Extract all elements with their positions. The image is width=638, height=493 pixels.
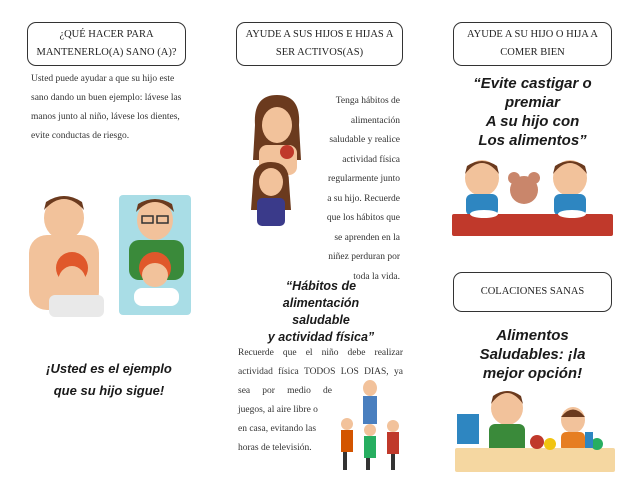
panel2-body-line: niñez perduran por [328, 252, 400, 262]
panel2-body [300, 92, 400, 287]
panel2-header [236, 22, 403, 66]
panel2-quote-line: saludable [292, 313, 350, 327]
panel1-body [31, 70, 191, 146]
kids-playing-illustration [335, 378, 405, 473]
panel2-bottom-line: actividad física TODOS LOS DIAS, ya [238, 367, 403, 377]
family-washing-illustration [24, 190, 194, 320]
panel2-bottom-line: horas de televisión. [238, 443, 312, 453]
panel1-slogan [24, 358, 194, 402]
panel2-quote [236, 278, 406, 346]
panel2-header-line2: SER ACTIVOS(AS) [275, 47, 364, 58]
panel2-body-line: saludable y realice [329, 135, 400, 145]
panel3-header-line1: AYUDE A SU HIJO O HIJA A [467, 29, 598, 40]
panel2-body-line: toda la vida. [353, 271, 400, 282]
panel3-quote-line: premiar [504, 94, 561, 111]
panel2-bottom-line: Recuerde que el niño debe realizar [238, 348, 403, 358]
panel3-header-line2: COMER BIEN [500, 47, 565, 58]
panel2-body-line: a su hijo. Recuerde [327, 193, 400, 204]
panel1-body-line: Usted puede ayudar a que su hijo este [31, 74, 175, 84]
panel3-quote-line: “Evite castigar o [473, 75, 592, 92]
panel1-slogan-line1: ¡Usted es el ejemplo [46, 361, 172, 376]
panel2-bottom-line: en casa, evitando las [238, 424, 317, 434]
panel3-quote-line: Los alimentos” [478, 132, 587, 149]
panel2-body-line: Tenga hábitos de [335, 96, 400, 106]
panel1-slogan-line2: que su hijo sigue! [53, 383, 165, 398]
panel3-slogan [450, 326, 615, 383]
panel2-body-line: alimentación [350, 115, 400, 126]
panel3-slogan-line: Alimentos [496, 327, 569, 344]
panel3-quote-line: A su hijo con [485, 113, 580, 130]
panel2-bottom-line: juegos, al aire libre o [238, 405, 318, 415]
panel2-body-line: regularmente junto [327, 174, 400, 184]
healthy-snack-illustration [455, 384, 615, 474]
panel3-slogan-line: Saludables: ¡la [479, 346, 586, 363]
panel2-quote-line: y actividad física” [267, 330, 375, 344]
panel3-slogan-line: mejor opción! [482, 365, 583, 382]
panel1-header-line1: ¿QUÉ HACER PARA [59, 29, 154, 40]
panel1-body-line: sano dando un buen ejemplo: lávese las [31, 93, 182, 103]
panel1-body-line: manos junto al niño, lávese los dientes, [31, 112, 180, 122]
panel2-body-line: actividad física [342, 154, 400, 165]
panel2-header-line1: AYUDE A SUS HIJOS E HIJAS A [245, 29, 394, 40]
children-eating-illustration [450, 148, 615, 238]
panel1-header [27, 22, 186, 66]
panel3-header [453, 22, 612, 66]
panel2-quote-line: “Hábitos de [285, 279, 357, 293]
panel2-body-line: se aprenden en la [334, 232, 400, 243]
panel3-quote [450, 74, 615, 150]
panel1-body-line: evite conductas de riesgo. [31, 131, 130, 141]
panel3-header2: COLACIONES SANAS [453, 272, 612, 312]
panel1-header-line2: MANTENERLO(A) SANO (A)? [36, 47, 177, 58]
panel2-quote-line: alimentación [282, 296, 360, 310]
panel2-bottom-line: sea por medio de [238, 386, 332, 396]
panel2-body-line: que los hábitos que [326, 213, 400, 223]
